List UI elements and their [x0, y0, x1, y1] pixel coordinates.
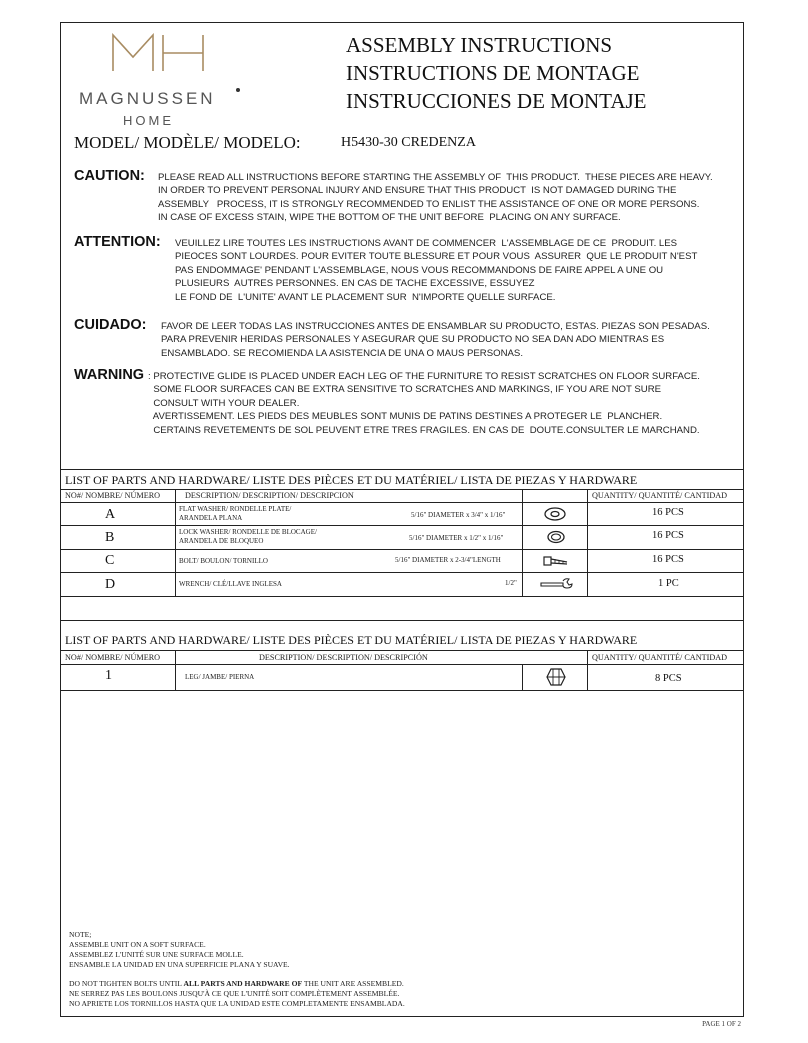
divider: [61, 690, 743, 691]
title-french: INSTRUCTIONS DE MONTAGE: [346, 61, 640, 85]
column-divider: [522, 664, 523, 690]
part-description: LOCK WASHER/ RONDELLE DE BLOCAGE/ ARANDELA DE BLOQUEO: [179, 528, 317, 545]
column-divider: [175, 489, 176, 596]
part-qty: 16 PCS: [652, 554, 684, 565]
model-value: H5430-30 CREDENZA: [341, 135, 476, 150]
part-spec: 5/16" DIAMETER x 3/4" x 1/16": [411, 511, 506, 519]
note-tighten-bold: ALL PARTS AND HARDWARE OF: [183, 979, 303, 988]
leg-icon: [545, 667, 567, 687]
registered-dot-icon: [236, 88, 240, 92]
model-label: MODEL/ MODÈLE/ MODELO:: [74, 133, 301, 152]
caution-text: PLEASE READ ALL INSTRUCTIONS BEFORE STARTING THE ASSEMBLY OF THIS PRODUCT. THESE PIECES ARE HEAVY. IN ORDER TO PREVENT PERSONAL INJURY AND ENSURE THAT THIS PRODUCT IS NOT DAMAGED DURING THE ASSEMBLY PROCESS, IT IS STRONGLY RECOMMENDED TO ENLIST THE ASSISTANCE OF ONE OR MORE PERSONS. IN CASE OF EXCESS STAIN, WIPE THE BOTTOM OF THE UNIT BEFORE PLACING ON ANY SURFACE.: [158, 172, 713, 224]
attention-label: ATTENTION:: [74, 234, 161, 250]
column-divider: [587, 650, 588, 690]
part-id: A: [105, 507, 116, 522]
note-tighten-pre: DO NOT TIGHTEN BOLTS UNTIL: [69, 979, 184, 988]
part-qty: 1 PC: [658, 578, 679, 589]
col-header-qty: QUANTITY/ QUANTITÉ/ CANTIDAD: [592, 491, 728, 500]
part-qty: 8 PCS: [655, 673, 682, 684]
hardware-list-title: LIST OF PARTS AND HARDWARE/ LISTE DES PIÈCES ET DU MATÉRIEL/ LISTA DE PIEZAS Y HARDWARE: [65, 473, 638, 487]
divider: [61, 664, 743, 665]
divider: [61, 502, 743, 503]
part-id: D: [105, 577, 116, 592]
caution-label: CAUTION:: [74, 168, 145, 184]
divider: [61, 596, 743, 597]
col-header-desc: DESCRIPTION/ DESCRIPTION/ DESCRIPCIÓN: [259, 653, 428, 662]
part-id: B: [105, 530, 115, 545]
cuidado-label: CUIDADO:: [74, 317, 147, 333]
divider: [61, 489, 743, 490]
note-tighten-english: [69, 979, 404, 989]
brand-logo-mark: [111, 33, 211, 73]
flat-washer-icon: [543, 506, 567, 522]
warning-label: WARNING: [74, 367, 145, 383]
part-description: LEG/ JAMBE/ PIERNA: [185, 673, 255, 681]
part-id: C: [105, 553, 115, 568]
brand-sub: HOME: [123, 113, 174, 128]
part-description: FLAT WASHER/ RONDELLE PLATE/ ARANDELA PLANA: [179, 505, 292, 522]
column-divider: [522, 489, 523, 596]
column-divider: [587, 489, 588, 596]
part-qty: 16 PCS: [652, 530, 684, 541]
instruction-page: [60, 22, 744, 1028]
part-spec: 5/16" DIAMETER x 2-3/4"LENGTH: [395, 556, 501, 564]
col-header-qty: QUANTITY/ QUANTITÉ/ CANTIDAD: [592, 653, 728, 662]
part-description: WRENCH/ CLÉ/LLAVE INGLESA: [179, 580, 282, 588]
cuidado-text: FAVOR DE LEER TODAS LAS INSTRUCCIONES ANTES DE ENSAMBLAR SU PRODUCTO, ESTAS. PIEZAS SON PESADAS. PARA PREVENIR HERIDAS PERSONALES Y ASEGURAR QUE SU PRODUCTO NO SEA DAN ADO MIENTRAS ES ENSAMBLADO. SE RECOMIENDA LA ASISTENCIA DE UNA O MAUS PERSONAS.: [161, 321, 710, 359]
note-soft-surface: NOTE; ASSEMBLE UNIT ON A SOFT SURFACE. ASSEMBLEZ L'UNITÉ SUR UNE SURFACE MOLLE. ENSAMBLE LA UNIDAD EN UNA SUPERFICIE PLANA Y SUAVE.: [69, 930, 290, 969]
warning-text: : PROTECTIVE GLIDE IS PLACED UNDER EACH LEG OF THE FURNITURE TO RESIST SCRATCHES ON FLOOR SURFACE. SOME FLOOR SURFACES CAN BE EXTRA SENSITIVE TO SCRATCHES AND MARKINGS, IF YOU ARE NOT SURE CONSULT WITH YOUR DEALER. AVERTISSEMENT. LES PIEDS DES MEUBLES SONT MUNIS DE PATINS DESTINES A PROTEGER LE PLANCHER. CERTAINS REVETEMENTS DE SOL PEUVENT ETRE TRES FRAGILES. EN CAS DE DOUTE.CONSULTER LE MARCHAND.: [148, 371, 700, 436]
note-tighten-french: NE SERREZ PAS LES BOULONS JUSQU'À CE QUE L'UNITÉ SOIT COMPLÈTEMENT ASSEMBLÉE.: [69, 989, 400, 998]
divider: [61, 549, 743, 550]
parts-list-title: LIST OF PARTS AND HARDWARE/ LISTE DES PIÈCES ET DU MATÉRIEL/ LISTA DE PIEZAS Y HARDWARE: [65, 633, 638, 647]
column-divider: [175, 650, 176, 690]
col-header-no: NO#/ NOMBRE/ NÚMERO: [65, 491, 161, 500]
divider: [61, 469, 743, 470]
lock-washer-icon: [546, 530, 566, 544]
page-number: PAGE 1 OF 2: [702, 1020, 741, 1028]
part-description: BOLT/ BOULON/ TORNILLO: [179, 557, 268, 565]
note-tighten-post: THE UNIT ARE ASSEMBLED.: [302, 979, 404, 988]
brand-name: MAGNUSSEN: [79, 89, 216, 108]
divider: [61, 525, 743, 526]
col-header-desc: DESCRIPTION/ DESCRIPTION/ DESCRIPCION: [185, 491, 354, 500]
attention-text: VEUILLEZ LIRE TOUTES LES INSTRUCTIONS AVANT DE COMMENCER L'ASSEMBLAGE DE CE PRODUIT. LES PIEOCES SONT LOURDES. POUR EVITER TOUTE BLESSURE ET POUR VOUS ASSURER QUE LE PRODUIT N'EST PAS ENDOMMAGE' PENDANT L'ASSEMBLAGE, NOUS VOUS RECOMMANDONS DE FAIRE APPEL A UNE OU PLUSIEURS AUTRES PERSONNES. EN CAS DE TACHE EXCESSIVE, ESSUYEZ LE FOND DE L'UNITE' AVANT LE PLACEMENT SUR N'IMPORTE QUELLE SURFACE.: [175, 238, 698, 303]
divider: [61, 572, 743, 573]
part-qty: 16 PCS: [652, 507, 684, 518]
col-header-no: NO#/ NOMBRE/ NÚMERO: [65, 653, 161, 662]
note-tighten-spanish: NO APRIETE LOS TORNILLOS HASTA QUE LA UNIDAD ESTE COMPLETAMENTE ENSAMBLADA.: [69, 999, 405, 1008]
part-id: 1: [105, 668, 112, 683]
divider: [61, 650, 743, 651]
title-spanish: INSTRUCCIONES DE MONTAJE: [346, 89, 647, 113]
part-spec: 1/2": [505, 579, 517, 587]
wrench-icon: [539, 577, 573, 591]
divider: [61, 620, 743, 621]
title-english: ASSEMBLY INSTRUCTIONS: [346, 33, 613, 57]
part-spec: 5/16" DIAMETER x 1/2" x 1/16": [409, 534, 504, 542]
bolt-icon: [543, 554, 569, 568]
